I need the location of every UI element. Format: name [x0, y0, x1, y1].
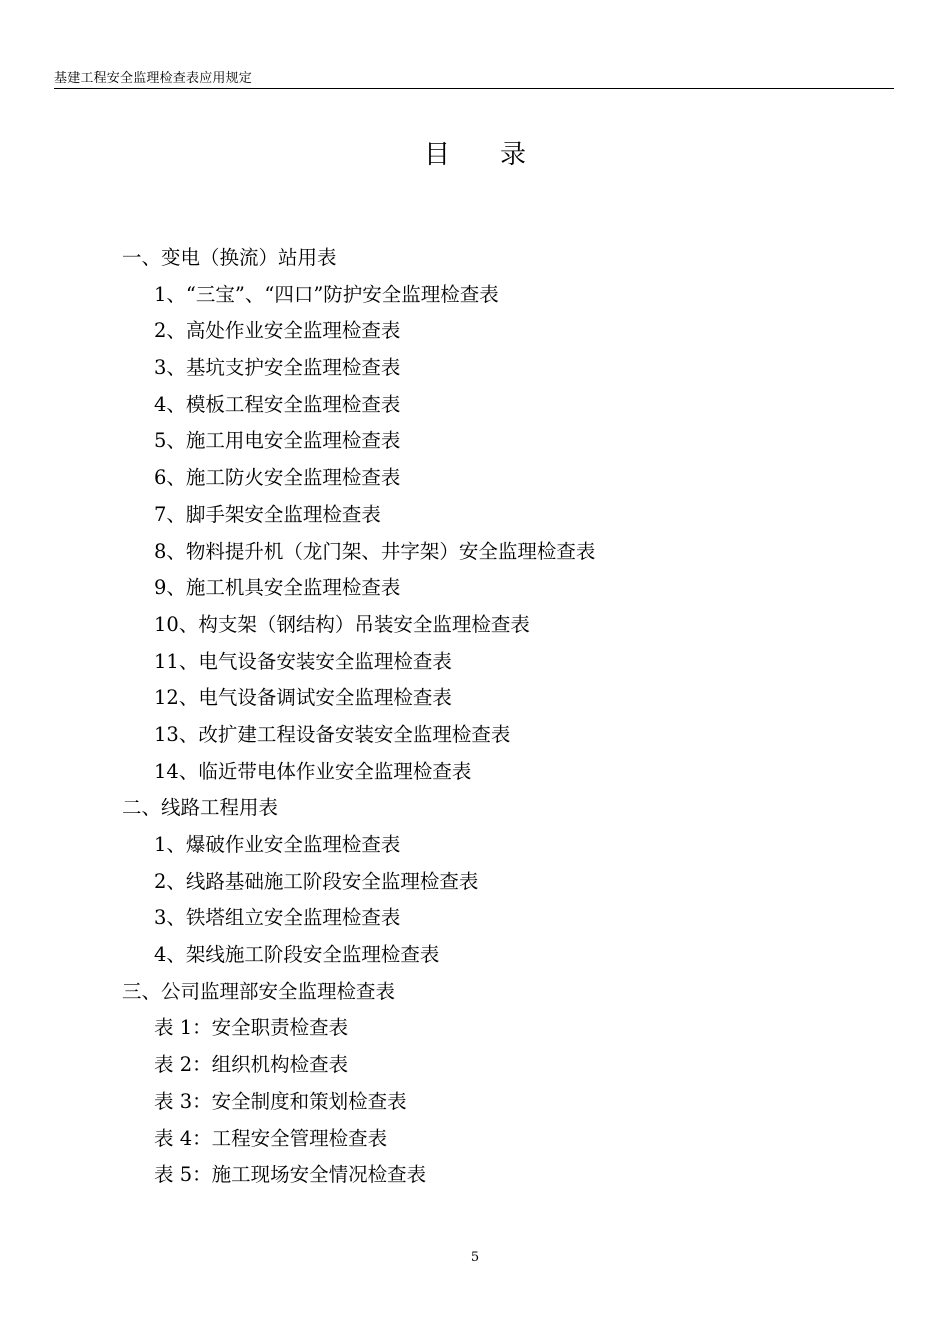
toc-entry[interactable]: 1、爆破作业安全监理检查表	[154, 833, 401, 856]
page-number: 5	[470, 1250, 480, 1265]
toc-entry[interactable]: 1、“三宝”、“四口”防护安全监理检查表	[154, 282, 499, 306]
toc-entry[interactable]: 2、高处作业安全监理检查表	[154, 319, 401, 343]
toc-entry[interactable]: 表 2：组织机构检查表	[154, 1053, 349, 1077]
toc-entry[interactable]: 2、线路基础施工阶段安全监理检查表	[154, 869, 479, 893]
toc-entry[interactable]: 14、临近带电体作业安全监理检查表	[154, 759, 472, 783]
toc-section-substation	[122, 240, 882, 790]
toc-section-heading[interactable]: 三、公司监理部安全监理检查表	[122, 979, 396, 1003]
toc-entry[interactable]: 3、铁塔组立安全监理检查表	[154, 906, 401, 930]
toc-entry[interactable]: 4、架线施工阶段安全监理检查表	[154, 943, 440, 967]
toc-section-heading[interactable]: 一、变电（换流）站用表	[122, 246, 337, 269]
table-of-contents	[122, 240, 882, 1194]
toc-entry[interactable]: 13、改扩建工程设备安装安全监理检查表	[154, 722, 511, 746]
toc-entry[interactable]: 5、施工用电安全监理检查表	[154, 429, 401, 453]
toc-entry[interactable]: 7、脚手架安全监理检查表	[154, 502, 381, 526]
toc-title: 目录	[423, 140, 576, 170]
header-divider	[54, 88, 894, 89]
toc-entry[interactable]: 表 1：安全职责检查表	[154, 1016, 349, 1040]
toc-entry[interactable]: 8、物料提升机（龙门架、井字架）安全监理检查表	[154, 539, 596, 563]
toc-section-heading[interactable]: 二、线路工程用表	[122, 796, 279, 820]
toc-section-company	[122, 974, 882, 1194]
toc-entry[interactable]: 4、模板工程安全监理检查表	[154, 392, 401, 416]
toc-entry[interactable]: 6、施工防火安全监理检查表	[154, 466, 401, 490]
toc-entry[interactable]: 11、电气设备安装安全监理检查表	[154, 649, 452, 673]
toc-entry[interactable]: 12、电气设备调试安全监理检查表	[154, 686, 452, 710]
toc-entry[interactable]: 表 3：安全制度和策划检查表	[154, 1089, 407, 1113]
toc-entry[interactable]: 10、构支架（钢结构）吊装安全监理检查表	[154, 612, 530, 636]
toc-entry[interactable]: 表 5：施工现场安全情况检查表	[154, 1163, 427, 1187]
toc-section-line-works	[122, 790, 882, 973]
running-header: 基建工程安全监理检查表应用规定	[54, 71, 253, 86]
toc-entry[interactable]: 3、基坑支护安全监理检查表	[154, 356, 401, 380]
toc-entry[interactable]: 9、施工机具安全监理检查表	[154, 576, 401, 600]
toc-entry[interactable]: 表 4：工程安全管理检查表	[154, 1126, 388, 1150]
